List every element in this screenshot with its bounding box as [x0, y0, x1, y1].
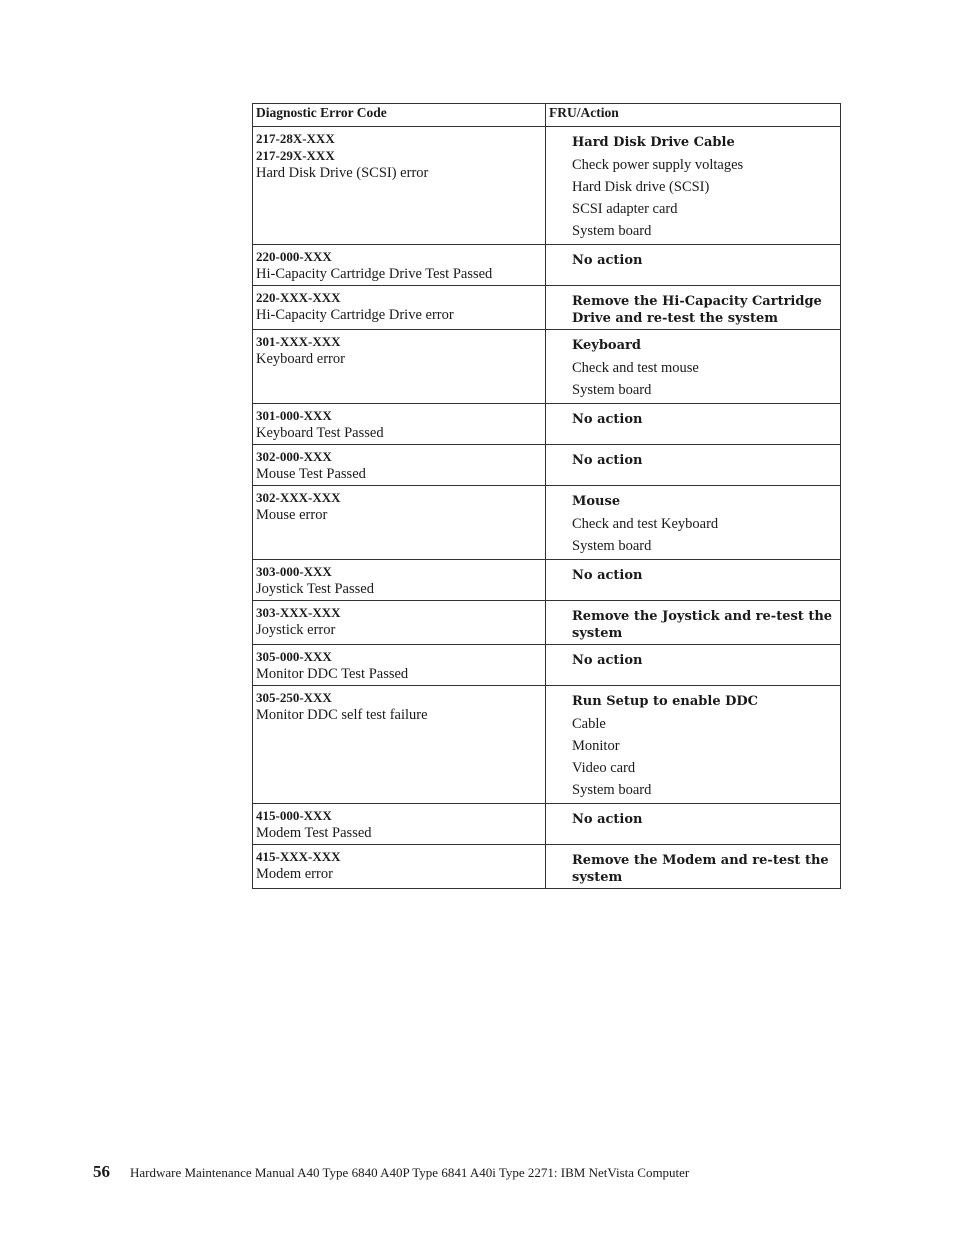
- fru-action-cell: [546, 804, 841, 845]
- fru-action-item: Check power supply voltages: [572, 157, 744, 173]
- error-description: Hi-Capacity Cartridge Drive error: [256, 307, 454, 323]
- fru-action-item: Cable: [572, 716, 606, 732]
- column-header-fru-action: FRU/Action: [546, 104, 841, 127]
- table-row: [253, 560, 841, 601]
- fru-action-item: System board: [572, 223, 652, 239]
- fru-action-cell: [546, 686, 841, 804]
- table-row: [253, 804, 841, 845]
- fru-action-cell: [546, 445, 841, 486]
- error-description: Hard Disk Drive (SCSI) error: [256, 165, 429, 181]
- error-description: Modem error: [256, 866, 333, 882]
- page-footer: [93, 1162, 689, 1182]
- error-code: 303-000-XXX: [256, 564, 332, 579]
- fru-action-item: Video card: [572, 760, 636, 776]
- error-code: 220-000-XXX: [256, 249, 332, 264]
- fru-action-item: Keyboard: [572, 338, 641, 353]
- error-code: 305-000-XXX: [256, 649, 332, 664]
- fru-action-cell: [546, 845, 841, 889]
- table-row: [253, 127, 841, 245]
- error-description: Joystick error: [256, 622, 336, 638]
- fru-action-cell: [546, 127, 841, 245]
- fru-action-item: System board: [572, 782, 652, 798]
- error-code-cell: [253, 601, 546, 645]
- table-row: [253, 245, 841, 286]
- fru-action-item: Mouse: [572, 494, 621, 509]
- error-code: 302-000-XXX: [256, 449, 332, 464]
- error-code-cell: [253, 560, 546, 601]
- fru-action-cell: [546, 245, 841, 286]
- error-description: Mouse Test Passed: [256, 466, 366, 482]
- fru-action-item: No action: [572, 412, 643, 427]
- error-code-cell: [253, 245, 546, 286]
- error-code: 301-XXX-XXX: [256, 334, 341, 349]
- table-row: [253, 330, 841, 404]
- error-description: Monitor DDC Test Passed: [256, 666, 409, 682]
- error-description: Hi-Capacity Cartridge Drive Test Passed: [256, 266, 493, 282]
- fru-action-item: Monitor: [572, 738, 620, 754]
- error-description: Modem Test Passed: [256, 825, 372, 841]
- table-row: [253, 645, 841, 686]
- error-code: 301-000-XXX: [256, 408, 332, 423]
- table-row: [253, 445, 841, 486]
- fru-action-item: No action: [572, 653, 643, 668]
- error-code-cell: [253, 686, 546, 804]
- error-code-cell: [253, 404, 546, 445]
- error-code-cell: [253, 286, 546, 330]
- fru-action-cell: [546, 286, 841, 330]
- error-code-cell: [253, 804, 546, 845]
- error-code-cell: [253, 845, 546, 889]
- table-row: [253, 686, 841, 804]
- table-row: [253, 601, 841, 645]
- error-code: 303-XXX-XXX: [256, 605, 341, 620]
- error-code: 217-29X-XXX: [256, 148, 335, 163]
- fru-action-cell: [546, 404, 841, 445]
- table-row: [253, 286, 841, 330]
- error-description: Joystick Test Passed: [256, 581, 374, 597]
- error-description: Keyboard error: [256, 351, 345, 367]
- table-header-row: [253, 104, 841, 127]
- fru-action-item: No action: [572, 253, 643, 268]
- fru-action-item: Remove the Hi-Capacity Cartridge Drive and re-test the system: [572, 294, 822, 326]
- error-code-cell: [253, 486, 546, 560]
- fru-action-cell: [546, 486, 841, 560]
- error-code: 220-XXX-XXX: [256, 290, 341, 305]
- error-code: 305-250-XXX: [256, 690, 332, 705]
- fru-action-item: Hard Disk drive (SCSI): [572, 179, 710, 195]
- fru-action-item: No action: [572, 812, 643, 827]
- table-row: [253, 404, 841, 445]
- error-code-cell: [253, 127, 546, 245]
- error-code: 302-XXX-XXX: [256, 490, 341, 505]
- error-code: 217-28X-XXX: [256, 131, 335, 146]
- fru-action-item: Remove the Modem and re-test the system: [572, 853, 829, 885]
- error-description: Mouse error: [256, 507, 328, 523]
- fru-action-item: System board: [572, 382, 652, 398]
- fru-action-item: SCSI adapter card: [572, 201, 678, 217]
- fru-action-cell: [546, 560, 841, 601]
- footer-title: Hardware Maintenance Manual A40 Type 6840 A40P Type 6841 A40i Type 2271: IBM NetVista Computer: [130, 1165, 690, 1180]
- error-code-cell: [253, 445, 546, 486]
- error-code: 415-000-XXX: [256, 808, 332, 823]
- fru-action-item: Hard Disk Drive Cable: [572, 135, 735, 150]
- table-row: [253, 845, 841, 889]
- error-description: Keyboard Test Passed: [256, 425, 384, 441]
- table-body: [253, 127, 841, 889]
- fru-action-item: No action: [572, 568, 643, 583]
- diagnostic-error-code-table: [252, 103, 841, 889]
- fru-action-item: Check and test mouse: [572, 360, 699, 376]
- fru-action-item: No action: [572, 453, 643, 468]
- fru-action-cell: [546, 645, 841, 686]
- fru-action-item: Remove the Joystick and re-test the system: [572, 609, 833, 641]
- fru-action-item: Check and test Keyboard: [572, 516, 719, 532]
- error-code-cell: [253, 330, 546, 404]
- fru-action-cell: [546, 330, 841, 404]
- error-code-cell: [253, 645, 546, 686]
- fru-action-item: System board: [572, 538, 652, 554]
- column-header-error-code: Diagnostic Error Code: [253, 104, 546, 127]
- error-description: Monitor DDC self test failure: [256, 707, 428, 723]
- fru-action-cell: [546, 601, 841, 645]
- table-row: [253, 486, 841, 560]
- page-number: 56: [93, 1162, 110, 1181]
- error-code: 415-XXX-XXX: [256, 849, 341, 864]
- fru-action-item: Run Setup to enable DDC: [572, 694, 759, 709]
